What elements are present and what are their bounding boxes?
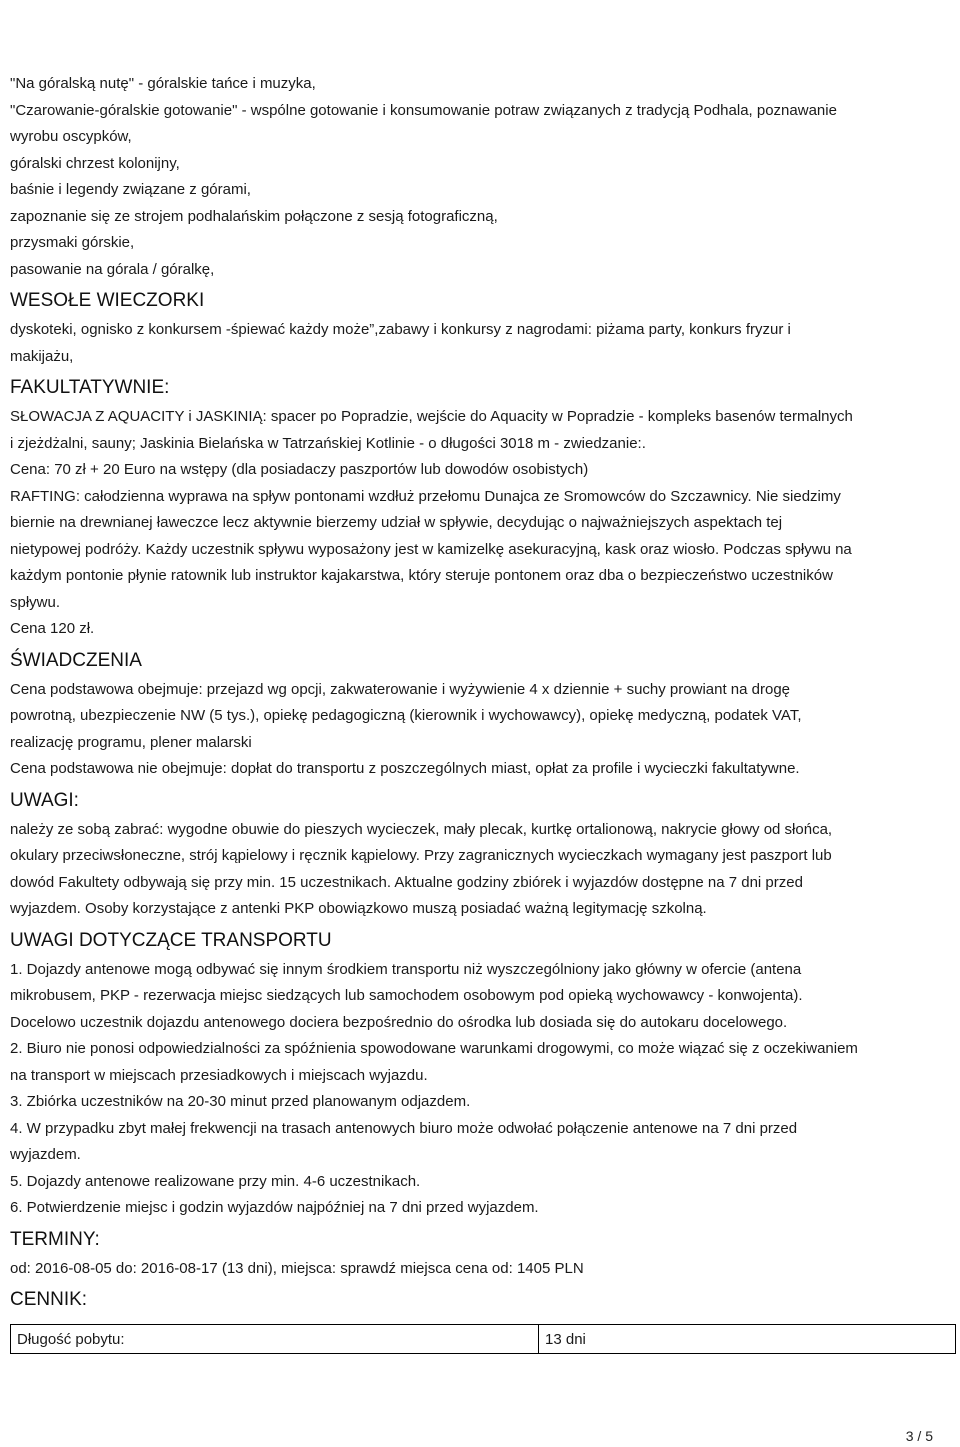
section-heading-terminy: TERMINY: <box>10 1228 100 1250</box>
document-page <box>10 71 956 1354</box>
program-item: zapoznanie się ze strojem podhalańskim połączone z sesją fotograficzną, <box>10 207 498 225</box>
wieczorki-text: dyskoteki, ognisko z konkursem -śpiewać każdy może”,zabawy i konkursy z nagrodami: piżama party, konkurs fryzur i <box>10 321 791 338</box>
fakultatywnie-text: nietypowej podróży. Każdy uczestnik spływu wyposażony jest w kamizelkę asekuracyjną, kask oraz wiosło. Podczas spływu na <box>10 540 852 558</box>
price-table-value: 13 dni <box>539 1325 956 1354</box>
transport-text: 4. W przypadku zbyt małej frekwencji na trasach antenowych biuro może odwołać połączenie antenowe na 7 dni przed <box>10 1119 798 1137</box>
uwagi-text: okulary przeciwsłoneczne, strój kąpielowy i ręcznik kąpielowy. Przy zagranicznych wycieczkach wymagany jest paszport lub <box>10 847 832 864</box>
transport-text: 1. Dojazdy antenowe mogą odbywać się innym środkiem transportu niż wyszczególniony jako główny w ofercie (antena <box>10 960 802 978</box>
section-heading-transport: UWAGI DOTYCZĄCE TRANSPORTU <box>10 929 332 951</box>
program-item: baśnie i legendy związane z górami, <box>10 181 251 198</box>
section-heading-fakultatywnie: FAKULTATYWNIE: <box>10 377 170 398</box>
fakultatywnie-text: każdym pontonie płynie ratownik lub instruktor kajakarstwa, który steruje pontonem oraz dba o bezpieczeństwo uczestników <box>10 567 833 584</box>
program-list <box>10 71 956 283</box>
fakultatywnie-text: biernie na drewnianej ławeczce lecz aktywnie bierzemy udział w spływie, decydując o najważniejszych aspektach tej <box>10 514 783 531</box>
transport-text: na transport w miejscach przesiadkowych i miejscach wyjazdu. <box>10 1066 428 1084</box>
section-heading-swiadczenia: ŚWIADCZENIA <box>10 649 142 671</box>
program-item: pasowanie na górala / góralkę, <box>10 260 215 278</box>
transport-text: mikrobusem, PKP - rezerwacja miejsc siedzących lub samochodem osobowym pod opieką wychowawcy - konwojenta). <box>10 987 803 1004</box>
fakultatywnie-price: Cena 120 zł. <box>10 620 95 637</box>
section-heading-cennik: CENNIK: <box>10 1289 88 1310</box>
wieczorki-text: makijażu, <box>10 347 74 365</box>
uwagi-text: dowód Fakultety odbywają się przy min. 15 uczestnikach. Aktualne godziny zbiórek i wyjazdów dostępne na 7 dni przed <box>10 873 803 891</box>
table-row <box>11 1325 956 1354</box>
swiadczenia-text: powrotną, ubezpieczenie NW (5 tys.), opiekę pedagogiczną (kierownik i wychowawcy), opiekę medyczną, podatek VAT, <box>10 707 802 724</box>
swiadczenia-text: realizację programu, plener malarski <box>10 733 252 751</box>
uwagi-text: należy ze sobą zabrać: wygodne obuwie do pieszych wycieczek, mały plecak, kurtkę ortalionową, nakrycie głowy od słońca, <box>10 820 833 838</box>
fakultatywnie-text: RAFTING: całodzienna wyprawa na spływ pontonami wzdłuż przełomu Dunajca ze Sromowców do Szczawnicy. Nie siedzimy <box>10 487 841 505</box>
fakultatywnie-text: i zjeżdżalni, sauny; Jaskinia Bielańska w Tatrzańskiej Kotlinie - o długości 3018 m - zwiedzanie:. <box>10 434 646 452</box>
program-item: góralski chrzest kolonijny, <box>10 154 180 172</box>
transport-text: 6. Potwierdzenie miejsc i godzin wyjazdów najpóźniej na 7 dni przed wyjazdem. <box>10 1199 539 1216</box>
swiadczenia-text: Cena podstawowa obejmuje: przejazd wg opcji, zakwaterowanie i wyżywienie 4 x dziennie + suchy prowiant na drogę <box>10 680 791 698</box>
terminy-text: od: 2016-08-05 do: 2016-08-17 (13 dni), miejsca: sprawdź miejsca cena od: 1405 PLN <box>10 1259 584 1277</box>
section-heading-uwagi: UWAGI: <box>10 789 79 811</box>
transport-text: Docelowo uczestnik dojazdu antenowego dociera bezpośrednio do ośrodka lub dosiada się do autokaru docelowego. <box>10 1013 788 1031</box>
fakultatywnie-text: SŁOWACJA Z AQUACITY i JASKINIĄ: spacer po Popradzie, wejście do Aquacity w Popradzie - kompleks basenów termalnych <box>10 408 853 425</box>
program-item: "Czarowanie-góralskie gotowanie" - wspólne gotowanie i konsumowanie potraw związanych z tradycją Podhala, poznawanie <box>10 101 837 119</box>
section-heading-wieczorki: WESOŁE WIECZORKI <box>10 290 205 311</box>
price-table-label: Długość pobytu: <box>11 1325 539 1354</box>
program-item: przysmaki górskie, <box>10 234 135 251</box>
page-number: 3 / 5 <box>905 1428 933 1444</box>
fakultatywnie-text: Cena: 70 zł + 20 Euro na wstępy (dla posiadaczy paszportów lub dowodów osobistych) <box>10 461 589 478</box>
transport-text: 3. Zbiórka uczestników na 20-30 minut przed planowanym odjazdem. <box>10 1093 471 1110</box>
transport-text: wyjazdem. <box>10 1146 81 1163</box>
transport-text: 2. Biuro nie ponosi odpowiedzialności za spóźnienia spowodowane warunkami drogowymi, co może wiązać się z oczekiwaniem <box>10 1040 858 1057</box>
program-item: "Na góralską nutę" - góralskie tańce i muzyka, <box>10 75 316 92</box>
price-table <box>10 1324 956 1354</box>
program-item-cont: wyrobu oscypków, <box>10 128 132 145</box>
transport-text: 5. Dojazdy antenowe realizowane przy min. 4-6 uczestnikach. <box>10 1172 421 1190</box>
swiadczenia-text: Cena podstawowa nie obejmuje: dopłat do transportu z poszczególnych miast, opłat za profile i wycieczki fakultatywne. <box>10 760 800 777</box>
fakultatywnie-text: spływu. <box>10 593 61 611</box>
uwagi-text: wyjazdem. Osoby korzystające z antenki PKP obowiązkowo muszą posiadać ważną legitymację szkolną. <box>10 900 707 917</box>
